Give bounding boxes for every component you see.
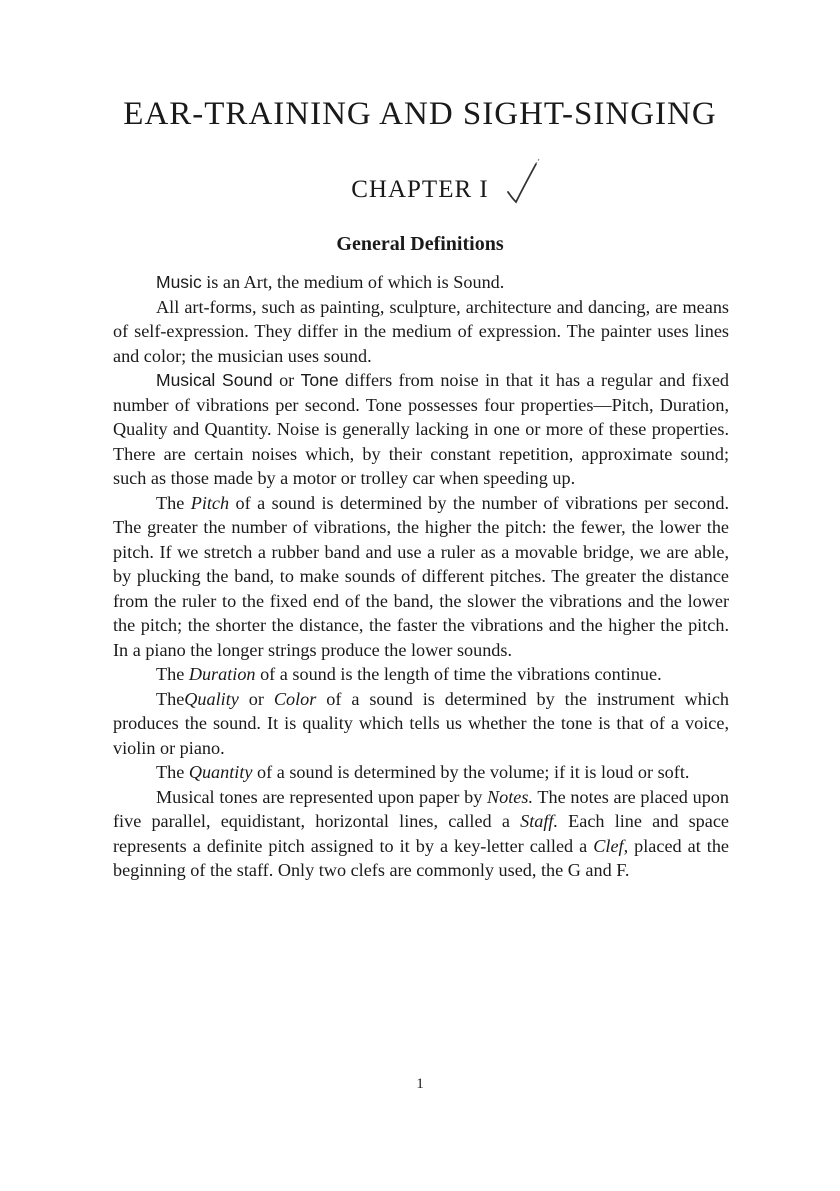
paragraph-art-forms: All art-forms, such as painting, sculpture, architecture and dancing, are means of self-expression. They differ in the medium of expression. The painter uses lines and color; the musician uses sound.: [113, 296, 729, 366]
body-text: [113, 270, 729, 883]
paragraph-quality: TheQuality or Color of a sound is determined by the instrument which produces the sound. It is quality which tells us whether the tone is that of a voice, violin or piano.: [113, 688, 730, 758]
paragraph-music: Music is an Art, the medium of which is Sound.: [156, 272, 505, 292]
paragraph-notes: Musical tones are represented upon paper by Notes. The notes are placed upon five parallel, equidistant, horizontal lines, called a Staff. Each line and space represents a definite pitch assigned to it by a key-letter called a Clef, placed at the beginning of the staff. Only two clefs are commonly used, the G and F.: [113, 786, 730, 880]
paragraph-pitch: The Pitch of a sound is determined by the number of vibrations per second. The greater the number of vibrations, the higher the pitch: the fewer, the lower the pitch. If we stretch a rubber band and use a ruler as a movable bridge, we are able, by plucking the band, to make sounds of different pitches. The greater the distance from the ruler to the fixed end of the band, the slower the vibrations and the lower the pitch; the shorter the distance, the faster the vibrations and the higher the pitch. In a piano the longer strings produce the lower sounds.: [113, 492, 730, 660]
term-duration: Duration: [188, 664, 256, 684]
paragraph-musical-sound: Musical Sound or Tone differs from noise in that it has a regular and fixed number of vibrations per second. Tone possesses four properties—Pitch, Duration, Quality and Quantity. Noise is generally lacking in one or more of these properties. There are certain noises which, by their constant repetition, approximate sound; such as those made by a motor or trolley car when speeding up.: [113, 370, 729, 488]
term-tone: Tone: [300, 370, 339, 390]
paragraph-quantity: The Quantity of a sound is determined by the volume; if it is loud or soft.: [156, 762, 690, 782]
term-music: Music: [156, 272, 202, 292]
section-title: General Definitions: [336, 233, 504, 255]
book-title: EAR-TRAINING AND SIGHT-SINGING: [123, 96, 717, 132]
term-quantity: Quantity: [188, 762, 253, 782]
term-musical-sound: Musical Sound: [156, 370, 273, 390]
chapter-title: CHAPTER I: [351, 176, 489, 203]
page-number: 1: [416, 1076, 424, 1092]
term-clef: Clef,: [593, 835, 629, 856]
term-notes: Notes.: [487, 786, 533, 807]
term-pitch: Pitch: [190, 492, 230, 513]
term-quality: Quality: [184, 688, 239, 709]
handwritten-checkmark-icon: [506, 158, 542, 206]
paragraph-duration: The Duration of a sound is the length of time the vibrations continue.: [156, 664, 662, 684]
term-staff: Staff.: [520, 811, 558, 831]
term-color: Color: [273, 688, 317, 709]
